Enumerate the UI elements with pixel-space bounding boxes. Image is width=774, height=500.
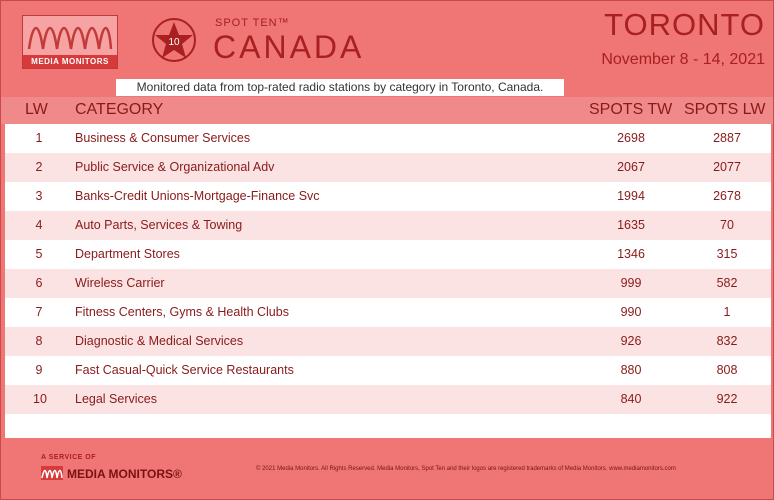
footer	[1, 438, 773, 499]
row-spots-tw: 2698	[617, 131, 645, 145]
row-category: Diagnostic & Medical Services	[75, 334, 244, 348]
row-spots-lw: 2887	[713, 131, 741, 145]
row-category: Banks-Credit Unions-Mortgage-Finance Svc	[75, 189, 320, 203]
row-spots-tw: 840	[620, 392, 642, 406]
table-row	[5, 356, 771, 385]
table-row	[5, 211, 771, 240]
row-spots-tw: 1994	[617, 189, 645, 203]
row-rank: 4	[35, 218, 43, 232]
col-spots-tw: SPOTS TW	[589, 101, 673, 118]
country-title: CANADA	[213, 29, 365, 65]
row-category: Legal Services	[75, 392, 157, 406]
date-range: November 8 - 14, 2021	[601, 51, 765, 68]
row-spots-lw: 2678	[713, 189, 741, 203]
col-category: CATEGORY	[75, 101, 164, 118]
row-category: Fitness Centers, Gyms & Health Clubs	[75, 305, 289, 319]
spot-ten-label: SPOT TEN™	[215, 17, 290, 29]
row-category: Fast Casual-Quick Service Restaurants	[75, 363, 294, 377]
row-category: Department Stores	[75, 247, 180, 261]
row-rank: 9	[35, 363, 43, 377]
row-spots-tw: 880	[620, 363, 642, 377]
row-rank: 2	[35, 160, 43, 174]
row-spots-lw: 582	[716, 276, 738, 290]
row-spots-tw: 926	[620, 334, 642, 348]
row-spots-lw: 315	[716, 247, 738, 261]
row-category: Wireless Carrier	[75, 276, 165, 290]
table-row	[5, 385, 771, 414]
city-title: TORONTO	[604, 7, 765, 42]
table-row	[5, 153, 771, 182]
row-rank: 1	[35, 131, 43, 145]
table-row	[5, 124, 771, 153]
row-spots-lw: 922	[716, 392, 738, 406]
service-of-label: A SERVICE OF	[41, 454, 97, 461]
copyright-text: © 2021 Media Monitors. All Rights Reserved. Media Monitors, Spot Ten and their logos are registered trademarks of Media Monitors. www.mediamonitors.com	[256, 466, 676, 472]
star-badge-icon	[151, 17, 197, 63]
row-rank: 3	[35, 189, 43, 203]
subtitle: Monitored data from top-rated radio stations by category in Toronto, Canada.	[116, 79, 564, 96]
row-spots-tw: 2067	[617, 160, 645, 174]
row-rank: 6	[35, 276, 43, 290]
logo-brand-text: MEDIA MONITORS	[23, 55, 117, 68]
table-row	[5, 182, 771, 211]
header	[1, 1, 773, 77]
row-category: Business & Consumer Services	[75, 131, 251, 145]
table-row	[5, 327, 771, 356]
row-rank: 10	[33, 392, 47, 406]
row-spots-lw: 2077	[713, 160, 741, 174]
col-spots-lw: SPOTS LW	[684, 101, 766, 118]
col-lw: LW	[25, 101, 48, 118]
row-spots-tw: 990	[620, 305, 642, 319]
row-spots-tw: 1346	[617, 247, 645, 261]
row-category: Auto Parts, Services & Towing	[75, 218, 243, 232]
row-spots-lw: 70	[720, 218, 734, 232]
badge-number: 10	[168, 37, 180, 48]
footer-brand: MEDIA MONITORS®	[67, 467, 182, 481]
row-spots-lw: 832	[716, 334, 738, 348]
row-spots-lw: 808	[716, 363, 738, 377]
waveform-icon	[27, 19, 113, 53]
table-footer-space	[5, 414, 771, 438]
table-row	[5, 298, 771, 327]
column-header-row	[1, 97, 773, 124]
row-rank: 5	[35, 247, 43, 261]
media-monitors-logo	[22, 15, 118, 69]
ranking-table	[5, 124, 771, 414]
row-spots-tw: 999	[620, 276, 642, 290]
row-spots-tw: 1635	[617, 218, 645, 232]
row-category: Public Service & Organizational Adv	[75, 160, 275, 174]
row-spots-lw: 1	[723, 305, 731, 319]
table-row	[5, 269, 771, 298]
footer-logo-icon	[41, 466, 63, 480]
row-rank: 8	[35, 334, 43, 348]
table-row	[5, 240, 771, 269]
row-rank: 7	[35, 305, 43, 319]
